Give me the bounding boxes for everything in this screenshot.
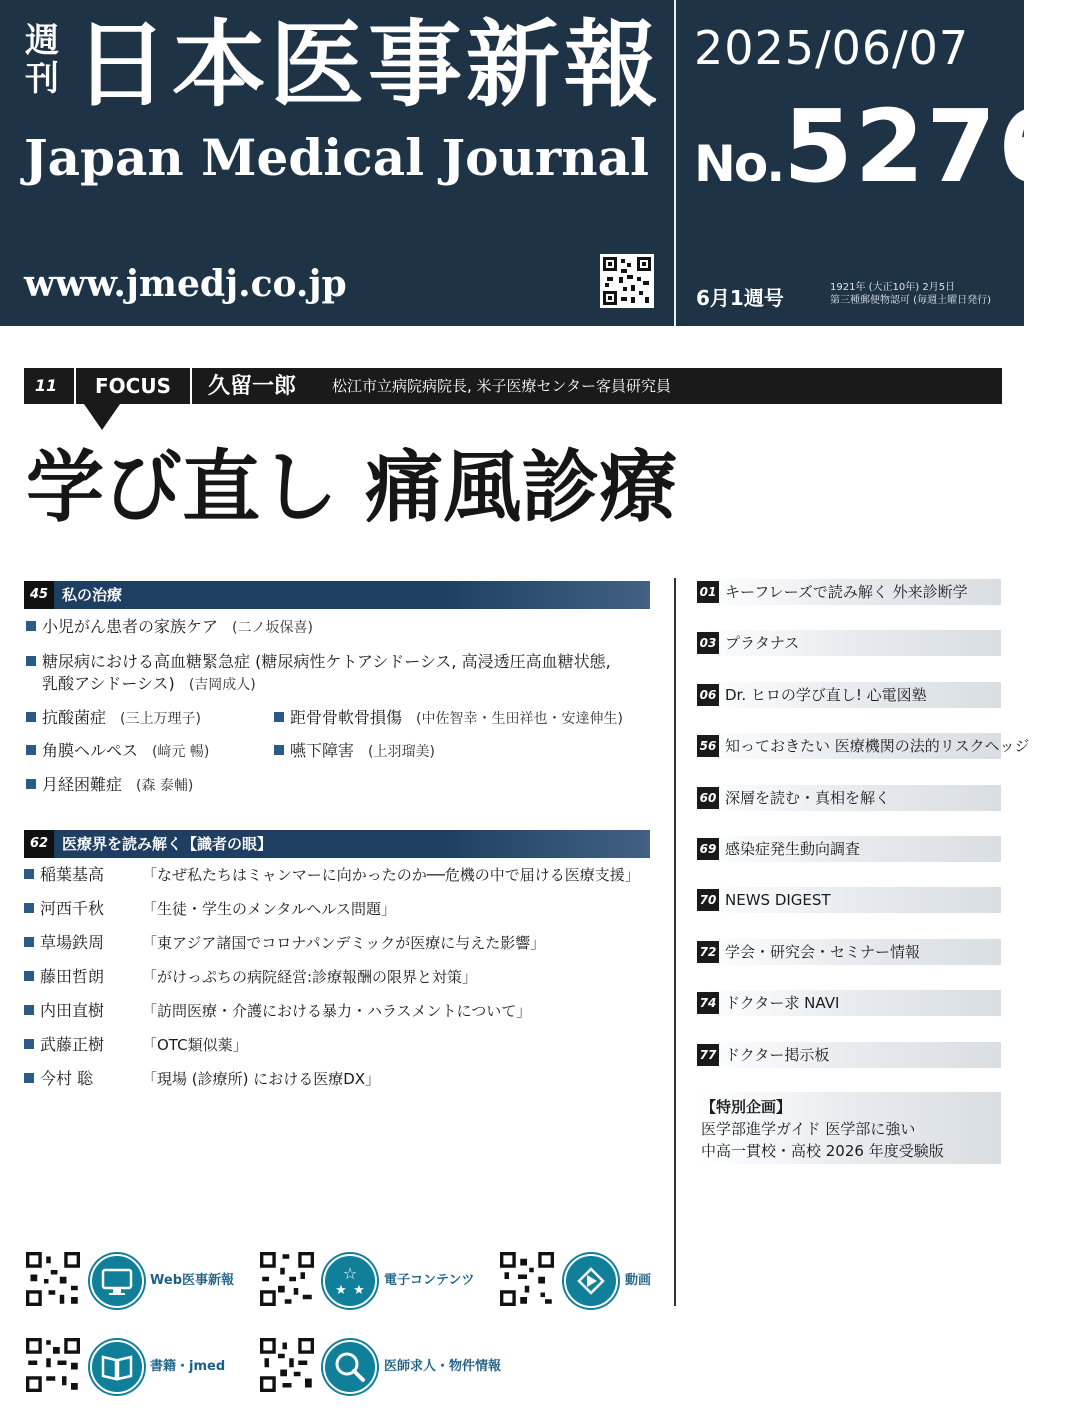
insight-page-number: 62 [24, 830, 54, 858]
jobs-link-label[interactable]: 医師求人・物件情報 [384, 1359, 502, 1374]
weekly-label: 週刊 [25, 21, 59, 99]
contents-item[interactable]: 69 感染症発生動向調査 [697, 836, 1001, 862]
masthead-divider [674, 0, 676, 326]
special-feature-box[interactable] [697, 1092, 1001, 1164]
bullet-square-icon [24, 1073, 34, 1083]
issue-number: 5276 [783, 88, 1070, 205]
bullet-square-icon [26, 779, 36, 789]
focus-bar [24, 368, 1002, 404]
insight-topic[interactable]: 「東アジア諸国でコロナパンデミックが医療に与えた影響」 [142, 934, 546, 952]
bullet-square-icon [24, 903, 34, 913]
issue-number-block [694, 88, 1070, 205]
books-link-label[interactable]: 書籍・jmed [150, 1359, 226, 1374]
svg-text:☆: ☆ [342, 1264, 358, 1283]
insight-author[interactable]: 稲葉基高 [24, 864, 104, 886]
svg-text:★: ★ [335, 1283, 347, 1298]
issue-date: 2025/06/07 [694, 21, 970, 75]
stars-icon[interactable] [321, 1252, 379, 1310]
insight-author[interactable]: 今村 聡 [24, 1068, 93, 1090]
bullet-square-icon [24, 869, 34, 879]
focus-affiliation: 松江市立病院病院長, 米子医療センター客員研究員 [332, 377, 671, 395]
contents-item[interactable]: 60 深層を読む・真相を解く [697, 785, 1001, 811]
treatment-section-header [24, 581, 650, 609]
bullet-square-icon [26, 656, 36, 666]
focus-pointer [84, 404, 120, 430]
permit-line-2: 第三種郵便物認可 (毎週土曜日発行) [830, 295, 991, 306]
video-icon[interactable] [562, 1252, 620, 1310]
bullet-square-icon [24, 937, 34, 947]
web-link-label[interactable]: Web医事新報 [150, 1273, 234, 1288]
insight-author[interactable]: 藤田哲朗 [24, 966, 104, 988]
insight-topic[interactable]: 「生徒・学生のメンタルヘルス問題」 [142, 900, 396, 918]
contents-item[interactable]: 77 ドクター掲示板 [697, 1042, 1001, 1068]
qr-code-icon[interactable] [500, 1252, 554, 1306]
insight-topic[interactable]: 「訪問医療・介護における暴力・ハラスメントについて」 [142, 1002, 532, 1020]
insight-section-title: 医療界を読み解く【識者の眼】 [62, 835, 273, 853]
bullet-square-icon [274, 712, 284, 722]
focus-author: 久留一郎 [208, 373, 297, 399]
insight-topic[interactable]: 「現場 (診療所) における医療DX」 [142, 1070, 381, 1088]
insight-author[interactable]: 武藤正樹 [24, 1034, 104, 1056]
treatment-section-title: 私の治療 [62, 586, 123, 604]
qr-code-icon[interactable] [260, 1252, 314, 1306]
monitor-icon[interactable] [88, 1252, 146, 1310]
bullet-square-icon [24, 1039, 34, 1049]
video-link-label[interactable]: 動画 [625, 1273, 652, 1288]
bullet-square-icon [26, 621, 36, 631]
contents-item[interactable]: 70 NEWS DIGEST [697, 887, 1001, 913]
masthead-qr-code-icon[interactable] [600, 254, 654, 308]
insight-author[interactable]: 河西千秋 [24, 898, 104, 920]
contents-item[interactable]: 06 Dr. ヒロの学び直し! 心電図塾 [697, 682, 1001, 708]
treatment-item[interactable]: 抗酸菌症 (三上万理子) [26, 707, 201, 730]
e-content-link-label[interactable]: 電子コンテンツ [384, 1273, 475, 1288]
contents-item[interactable]: 74 ドクター求 NAVI [697, 990, 1001, 1016]
treatment-item[interactable]: 小児がん患者の家族ケア (二ノ坂保喜) [26, 616, 313, 639]
qr-code-icon[interactable] [260, 1338, 314, 1392]
masthead [0, 0, 1070, 326]
insight-topic[interactable]: 「OTC類似薬」 [142, 1036, 248, 1054]
insight-author[interactable]: 草場鉄周 [24, 932, 104, 954]
qr-code-icon[interactable] [26, 1338, 80, 1392]
journal-title-ja: 日本医事新報 [74, 11, 663, 120]
focus-page-number: 11 [34, 376, 58, 395]
svg-text:★: ★ [353, 1283, 365, 1298]
magnifier-icon[interactable] [321, 1338, 379, 1396]
feature-title[interactable]: 学び直し 痛風診療 [26, 442, 678, 533]
qr-code-icon[interactable] [26, 1252, 80, 1306]
insight-author[interactable]: 内田直樹 [24, 1000, 104, 1022]
bullet-square-icon [24, 971, 34, 981]
treatment-item[interactable]: 距骨骨軟骨損傷 (中佐智幸・生田祥也・安達伸生) [274, 707, 623, 730]
contents-item[interactable]: 72 学会・研究会・セミナー情報 [697, 939, 1001, 965]
book-icon[interactable] [88, 1338, 146, 1396]
treatment-item[interactable]: 月経困難症 (森 泰輔) [26, 774, 193, 797]
focus-label: FOCUS [74, 368, 192, 404]
postal-permit [830, 281, 991, 307]
bullet-square-icon [26, 712, 36, 722]
bullet-square-icon [26, 745, 36, 755]
bullet-square-icon [274, 745, 284, 755]
special-feature-line-2: 中高一貫校・高校 2026 年度受験版 [701, 1142, 944, 1160]
treatment-item[interactable]: 嚥下障害 (上羽瑠美) [274, 740, 435, 763]
insight-topic[interactable]: 「なぜ私たちはミャンマーに向かったのか──危機の中で届ける医療支援」 [142, 866, 640, 884]
special-feature-line-1: 医学部進学ガイド 医学部に強い [701, 1120, 916, 1138]
special-feature-label: 【特別企画】 [701, 1098, 792, 1116]
column-divider [674, 578, 676, 1306]
contents-item[interactable]: 56 知っておきたい 医療機関の法的リスクヘッジ [697, 733, 1001, 759]
treatment-item[interactable]: 糖尿病における高血糖緊急症 (糖尿病性ケトアシドーシス, 高浸透圧高血糖状態, 乳酸アシドーシス) (吉岡成人) [26, 651, 654, 696]
week-label: 6月1週号 [696, 286, 784, 310]
contents-item[interactable]: 01 キーフレーズで読み解く 外来診断学 [697, 579, 1001, 605]
bullet-square-icon [24, 1005, 34, 1015]
issue-prefix: No. [694, 135, 784, 193]
treatment-item[interactable]: 角膜ヘルペス (﨑元 暢) [26, 740, 209, 763]
journal-title-en: Japan Medical Journal [24, 128, 649, 187]
permit-line-1: 1921年 (大正10年) 2月5日 [830, 282, 956, 293]
treatment-page-number: 45 [24, 581, 54, 609]
insight-topic[interactable]: 「がけっぷちの病院経営:診療報酬の限界と対策」 [142, 968, 478, 986]
contents-item[interactable]: 03 プラタナス [697, 630, 1001, 656]
website-url[interactable]: www.jmedj.co.jp [24, 263, 347, 305]
insight-section-header [24, 830, 650, 858]
